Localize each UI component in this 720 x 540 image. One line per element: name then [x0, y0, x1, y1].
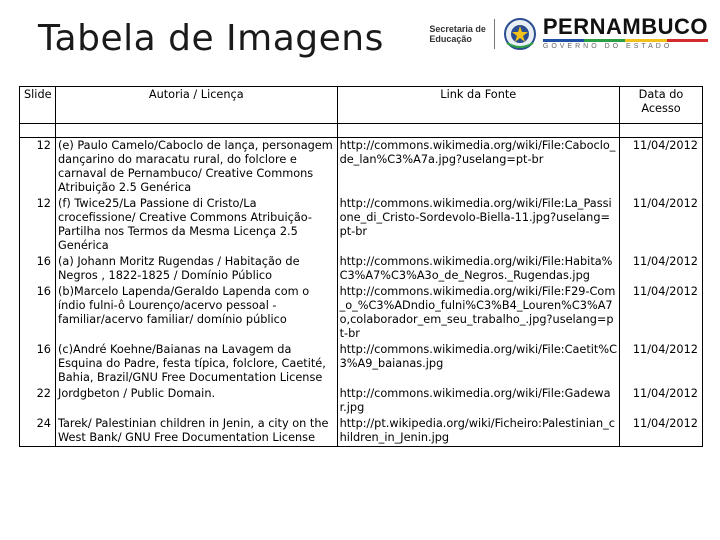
source-link[interactable]: http://commons.wikimedia.org/wiki/File:Caboclo_de_lan%C3%A7a.jpg?uselang=pt-br	[337, 138, 619, 197]
header-date: Data do Acesso	[620, 87, 703, 124]
access-date: 11/04/2012	[620, 416, 703, 447]
source-link[interactable]: http://commons.wikimedia.org/wiki/File:La_Passione_di_Cristo-Sordevolo-Biella-11.jpg?uselang=pt-br	[337, 196, 619, 254]
header-slide: Slide	[20, 87, 56, 124]
table-row	[20, 386, 703, 416]
author-license: (a) Johann Moritz Rugendas / Habitação de Negros , 1822-1825 / Domínio Público	[55, 254, 337, 284]
state-wordmark	[543, 16, 708, 52]
source-link[interactable]: http://commons.wikimedia.org/wiki/File:Habita%C3%A7%C3%A3o_de_Negros._Rugendas.jpg	[337, 254, 619, 284]
source-link[interactable]: http://commons.wikimedia.org/wiki/File:F29-Com_o_%C3%ADndio_fulni%C3%B4_Louren%C3%A7o,colaborador_em_seu_trabalho_.jpg?uselang=pt-br	[337, 284, 619, 342]
spacer-row	[20, 124, 703, 138]
secretaria-label: Secretaria de Educação	[429, 24, 486, 44]
table-row	[20, 416, 703, 447]
access-date: 11/04/2012	[620, 386, 703, 416]
source-link[interactable]: http://commons.wikimedia.org/wiki/File:Gadewar.jpg	[337, 386, 619, 416]
author-license: (f) Twice25/La Passione di Cristo/La crocefissione/ Creative Commons Atribuição-Partilha nos Termos da Mesma Licença 2.5 Genérica	[55, 196, 337, 254]
slide-number: 12	[20, 196, 56, 254]
access-date: 11/04/2012	[620, 254, 703, 284]
header-link: Link da Fonte	[337, 87, 619, 124]
slide-number: 22	[20, 386, 56, 416]
page-title: Tabela de Imagens	[38, 18, 384, 59]
table-row	[20, 196, 703, 254]
logo-divider	[494, 19, 495, 49]
access-date: 11/04/2012	[620, 342, 703, 386]
header-author: Autoria / Licença	[55, 87, 337, 124]
state-name: PERNAMBUCO	[542, 14, 708, 39]
access-date: 11/04/2012	[620, 138, 703, 197]
table-row	[20, 254, 703, 284]
slide-number: 12	[20, 138, 56, 197]
table-row	[20, 138, 703, 197]
access-date: 11/04/2012	[620, 196, 703, 254]
table-body	[20, 138, 703, 447]
table-row	[20, 342, 703, 386]
author-license: Tarek/ Palestinian children in Jenin, a city on the West Bank/ GNU Free Documentation License	[55, 416, 337, 447]
access-date: 11/04/2012	[620, 284, 703, 342]
slide-number: 16	[20, 254, 56, 284]
author-license: (e) Paulo Camelo/Caboclo de lança, personagem dançarino do maracatu rural, do folclore e carnaval de Pernambuco/ Creative Commons Atribuição 2.5 Genérica	[55, 138, 337, 197]
slide-number: 24	[20, 416, 56, 447]
table-header-row	[20, 87, 703, 124]
source-link[interactable]: http://pt.wikipedia.org/wiki/Ficheiro:Palestinian_children_in_Jenin.jpg	[337, 416, 619, 447]
slide-number: 16	[20, 284, 56, 342]
government-logo	[429, 12, 708, 56]
source-link[interactable]: http://commons.wikimedia.org/wiki/File:Caetit%C3%A9_baianas.jpg	[337, 342, 619, 386]
state-subtitle: GOVERNO DO ESTADO	[542, 43, 673, 50]
author-license: Jordgbeton / Public Domain.	[55, 386, 337, 416]
slide-number: 16	[20, 342, 56, 386]
table-row	[20, 284, 703, 342]
state-seal-icon	[503, 17, 537, 51]
image-credits-table	[19, 86, 703, 447]
author-license: (b)Marcelo Lapenda/Geraldo Lapenda com o índio fulni-ô Lourenço/acervo pessoal - familiar/acervo familiar/ domínio público	[55, 284, 337, 342]
author-license: (c)André Koehne/Baianas na Lavagem da Esquina do Padre, festa típica, folclore, Caetité, Bahia, Brazil/GNU Free Documentation License	[55, 342, 337, 386]
